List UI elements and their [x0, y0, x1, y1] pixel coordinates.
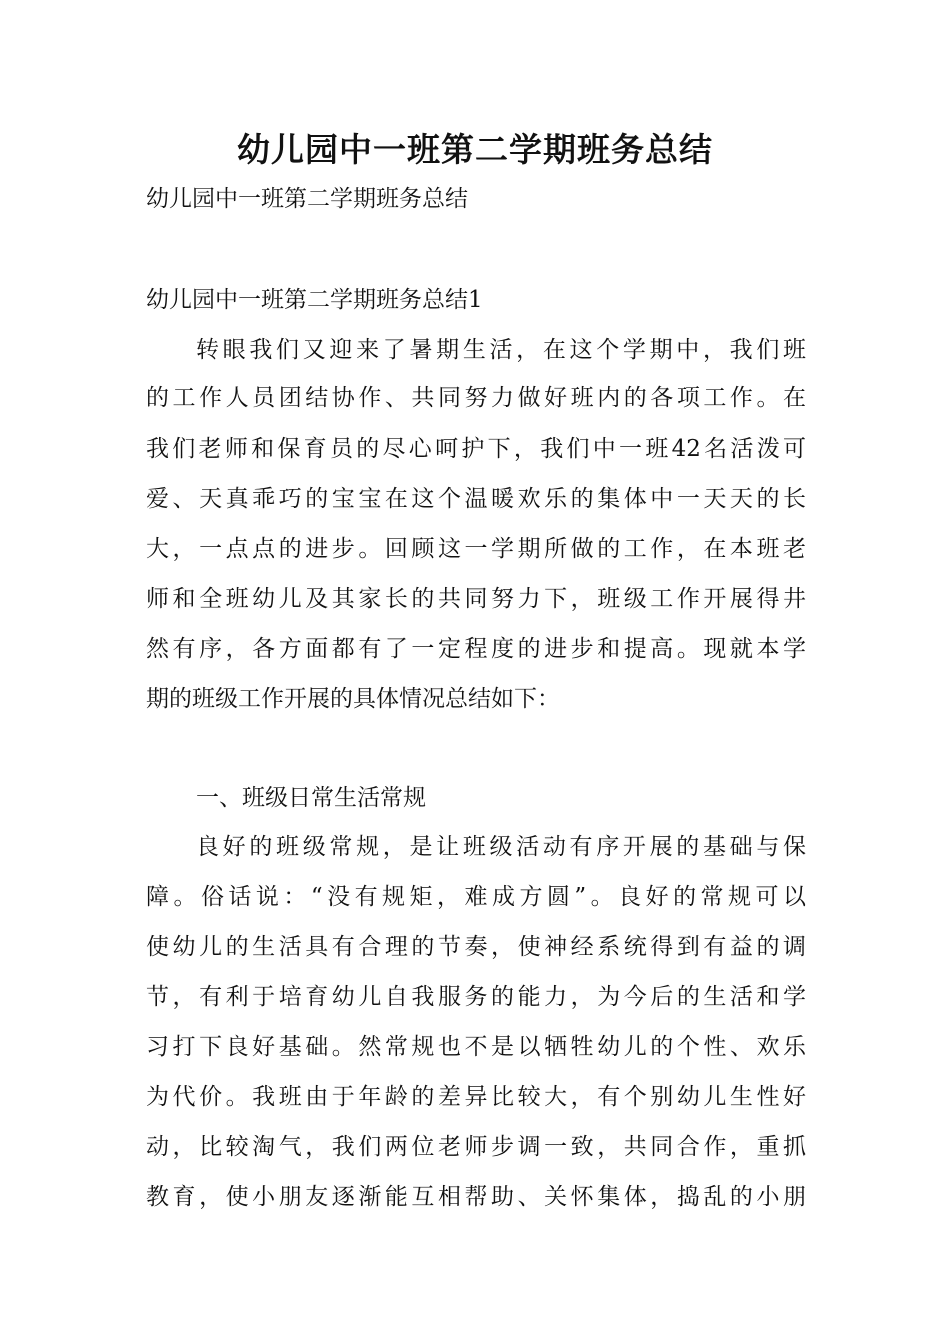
paragraph-line: 的工作人员团结协作、共同努力做好班内的各项工作。在: [146, 385, 806, 411]
paragraph-line: 节，有利于培育幼儿自我服务的能力，为今后的生活和学: [146, 984, 806, 1010]
subheading: 一、班级日常生活常规: [196, 785, 426, 811]
paragraph-line: 转眼我们又迎来了暑期生活，在这个学期中，我们班: [196, 337, 806, 363]
paragraph-line: 良好的班级常规，是让班级活动有序开展的基础与保: [196, 834, 806, 860]
paragraph-line: 教育，使小朋友逐渐能互相帮助、关怀集体，捣乱的小朋: [146, 1184, 806, 1210]
paragraph-line: 为代价。我班由于年龄的差异比较大，有个别幼儿生性好: [146, 1084, 806, 1110]
paragraph-line: 期的班级工作开展的具体情况总结如下：: [146, 686, 560, 712]
paragraph-line: 动，比较淘气，我们两位老师步调一致，共同合作，重抓: [146, 1134, 806, 1160]
paragraph-line: 师和全班幼儿及其家长的共同努力下，班级工作开展得井: [146, 586, 806, 612]
paragraph-line: 然有序，各方面都有了一定程度的进步和提高。现就本学: [146, 636, 806, 662]
paragraph-line: 我们老师和保育员的尽心呵护下，我们中一班42名活泼可: [146, 436, 806, 462]
paragraph-line: 爱、天真乖巧的宝宝在这个温暖欢乐的集体中一天天的长: [146, 486, 806, 512]
section-heading: 幼儿园中一班第二学期班务总结1: [146, 287, 483, 313]
paragraph-line: 使幼儿的生活具有合理的节奏，使神经系统得到有益的调: [146, 934, 806, 960]
paragraph-line: 障。俗话说：“没有规矩，难成方圆”。良好的常规可以: [146, 884, 806, 910]
paragraph-line: 大，一点点的进步。回顾这一学期所做的工作，在本班老: [146, 536, 806, 562]
document-title: 幼儿园中一班第二学期班务总结: [237, 130, 713, 169]
document-subtitle: 幼儿园中一班第二学期班务总结: [146, 186, 468, 212]
paragraph-line: 习打下良好基础。然常规也不是以牺牲幼儿的个性、欢乐: [146, 1034, 806, 1060]
